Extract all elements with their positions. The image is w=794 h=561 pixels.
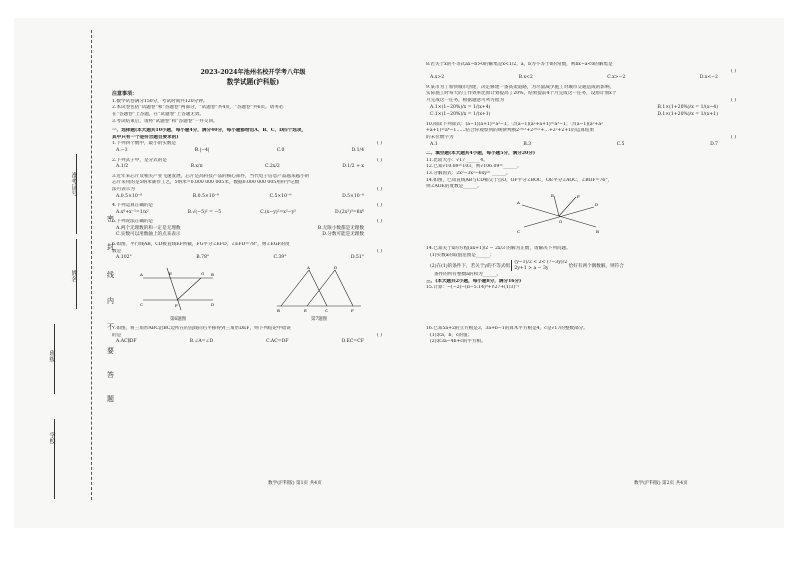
name-label: 姓名 [70, 270, 77, 282]
option: A.两个无理数的和一定是无理数 [116, 225, 181, 231]
option: B.0.5×10⁻⁹ [192, 193, 219, 199]
svg-text:F: F [577, 193, 580, 199]
page-2-footer: 数学(沪科版) 第2页 共4页 [634, 481, 688, 486]
section-heading: 二、填空题(本大题共4小题，每小题5分，满分20分) [426, 151, 536, 157]
page-1 [112, 70, 394, 349]
option: B.∠A=∠D [189, 339, 214, 345]
question-15-part2: (2)在(1)的条件下，若关于y的不等式组 (y−1)/2 < 2< (7−3y)/2 2y+1 > a − 3y 恰好有两个偶数解，则符合 [430, 260, 624, 271]
option: D.1/2 + x [342, 164, 364, 170]
question-17-part1: (1)求a，b，c的值； [430, 332, 473, 338]
q4-options [112, 210, 394, 217]
question-9-cont: 月完成这一任务，根据题意可列方程为 ( ) [426, 97, 736, 103]
question-17-part2: (2)求3a−4b+c的平方根。 [430, 339, 486, 345]
svg-text:B: B [596, 228, 599, 234]
question-6-cont: 数是 ( ) [112, 248, 382, 254]
q6-options [112, 255, 394, 262]
question-17: 16.已知5a+2的立方根是3，3a+b−1的算术平方根是4，c是√17的整数部分。 [426, 326, 588, 332]
option: D.EC=CF [341, 339, 364, 345]
svg-text:O: O [559, 218, 563, 224]
q9-options-row2 [426, 112, 748, 119]
option: A.x⁰+x⁻¹=1/x² [116, 209, 149, 215]
question-8: 8.若关于x的不等式ax−b>0的解集是x<1/2，a，b为不等于0的常数，则bx−a<0的解集是 [426, 62, 613, 67]
question-3-cont: 芯片采用的是5纳米制作工艺，5纳米=0.000 000 005米，数据0.000 000 005用科学记数 [112, 180, 300, 186]
svg-text:C: C [517, 228, 521, 234]
option: B.|−4| [194, 147, 210, 153]
intersecting-lines-figure [516, 193, 602, 241]
option: B.3 [523, 141, 532, 147]
option: C.2x/2 [265, 164, 280, 170]
option: C.AC=DF [266, 339, 289, 345]
translated-triangles-figure [271, 264, 367, 314]
question-9: 9.某市为了加快城市创建，决定修建一条高架道路，为尽量减少施工对城市交通造成的影响， [426, 84, 615, 90]
question-10: 10.阅读下列算式：(a−1)(a+1)=a²−1；②(a−1)(a²+a+1)=a³−1；③(a−1)(a³+a² [426, 121, 603, 127]
question-10-cont: +a+1)=a⁴−1……结合你观察到的规律判断2²⁰²³+2²⁰²²+…+2²+2+1的运算结果 [426, 128, 595, 134]
notice-line: 在“答题卷”上答题，在“试题卷”上答题无效。 [112, 111, 205, 117]
option: A.−3 [116, 147, 128, 153]
section-heading: 一、选择题(本大题共10小题，每小题4分，满分40分，每小题都给出A、B、C、D四个选项， [112, 128, 307, 134]
svg-text:A: A [517, 199, 520, 205]
seal-char: 封 [107, 243, 114, 251]
option: A.x>2 [430, 75, 445, 81]
question-15-part1: (1)实数a的取值范围是______； [430, 252, 495, 258]
option: C.1×(1−20%)/x = 1/(x+1) [430, 112, 491, 118]
q8-options [426, 75, 748, 82]
option: A.1×(1−20%)/x = 1/(x+4) [430, 104, 491, 110]
option: A.0.5×10⁻⁸ [116, 193, 143, 199]
option: B.x/π [190, 164, 203, 170]
figure-row [112, 264, 394, 324]
question-11: 11.比较大小：√17 ______4。 [426, 157, 488, 163]
section-heading-cont: 其中只有一个是符合题目要求的) [112, 134, 179, 140]
option: B.1×(1+20%)/x = 1/(x−4) [657, 104, 718, 110]
school-label: 学校 [48, 432, 55, 444]
inequality-2: 2y+1 > a − 3y [514, 265, 549, 271]
svg-text:A: A [307, 264, 310, 270]
seal-char: 内 [107, 297, 114, 305]
option: C.5×10⁻⁹ [269, 193, 292, 199]
option: C.39° [273, 255, 287, 261]
option: D.7 [710, 141, 718, 147]
option: D.(2x²)³=6x⁶ [335, 209, 364, 215]
notice-line: 1.数学试卷满分150分，考试时间共120分钟。 [112, 98, 208, 104]
q10-options [426, 142, 748, 149]
notice-line: 3.考试结束后，请将“试题卷”和“答题卷”一并交回。 [112, 118, 218, 124]
notice-line: 2.本试卷包括“试题卷”和“答题卷”两部分，“试题卷”共4页，“答题卷”共6页。请务必 [112, 105, 284, 111]
figure-6-caption: 第6题图 [170, 317, 186, 323]
option: D.分数可能是无理数 [322, 232, 364, 238]
svg-text:F: F [351, 307, 354, 313]
svg-text:D: D [211, 301, 215, 307]
option: D.5×10⁻⁸ [342, 193, 364, 199]
q7-options [112, 339, 394, 346]
question-7: 7.如图，将三角形ABC沿BC边所在的直线向右平移得到三角形DEF，则下列结论中错误 [112, 326, 291, 332]
question-14-cont: 则∠AOE的度数是______。 [426, 184, 482, 190]
q2-options [112, 164, 394, 171]
question-9-cont: 实际施工时每天的工作效率比原计划提高了20%，结果提前4个月完成这一任务，设原计划x个 [426, 91, 617, 97]
svg-text:A: A [140, 271, 143, 277]
seal-char: 题 [107, 395, 114, 403]
option: D.1×(1+20%)/x = 1/(x+1) [657, 112, 718, 118]
option: B.√(−5)² = −5 [187, 209, 222, 215]
exam-no-label: 准考证号 [70, 172, 77, 196]
parallel-lines-figure [139, 264, 217, 314]
seal-char: 要 [107, 347, 114, 355]
svg-text:E: E [169, 270, 172, 276]
option: C.实数可以用数轴上的点来表示 [116, 232, 181, 238]
svg-text:C: C [325, 307, 329, 313]
q9-options-row1 [426, 105, 748, 112]
option: C.0 [276, 147, 285, 153]
question-4: 4.下列运算正确的是 ( ) [112, 203, 382, 209]
option: C.(x−y)²=x²−y² [260, 209, 297, 215]
svg-text:E: E [551, 192, 554, 198]
inequality-system [511, 260, 567, 271]
class-label: 班级 [48, 350, 55, 362]
option: D.x<−2 [699, 75, 718, 81]
q1-options [112, 148, 394, 155]
seal-char: 线 [107, 271, 114, 279]
question-6: 6.如图，平行线AB，CD被直线EF所截，FG平分∠EFD，∠EFD=78°，则∠EGF的度 [112, 242, 290, 248]
seal-char: 答 [107, 371, 114, 379]
q3-options [112, 194, 394, 201]
svg-text:B: B [211, 271, 214, 277]
svg-text:E: E [304, 307, 307, 313]
svg-text:D: D [595, 201, 599, 207]
option: A.AC∥DF [116, 339, 137, 345]
question-15: 14.已知关于x的方程(ax+1)/2 − 2x/3 的解为正数，请解决下列问题。 [426, 246, 571, 252]
section-heading: 三、(本大题共2小题，每小题8分，满分16分) [426, 278, 522, 284]
question-8-paren: ( ) [730, 68, 736, 74]
page-2 [426, 62, 748, 346]
svg-text:F: F [175, 302, 178, 308]
option: A.1 [430, 141, 438, 147]
question-13: 13.分解因式：2x³−3x²−6xy= ______。 [426, 170, 511, 176]
question-14: 14.如图，已知直线AB与CD相交于点O，OF平分∠BOC，OE平分∠AOC，∠BOF=76°， [426, 177, 613, 183]
question-5: 5.下列说法正确的是 ( ) [112, 219, 382, 225]
svg-text:B: B [277, 307, 280, 313]
exam-subtitle: 数学试题(沪科版) [226, 77, 280, 86]
question-2: 2.下列式子中，是分式的是 ( ) [112, 157, 382, 163]
question-7-cont: 的是 ( ) [112, 332, 382, 338]
question-3-cont: 法可表示为 ( ) [112, 186, 382, 192]
option: B.78° [196, 255, 210, 261]
option: D.51° [350, 255, 364, 261]
binding-strip [28, 24, 114, 514]
fill-line-school [54, 419, 55, 499]
option: A.102° [116, 255, 132, 261]
exam-title: 2023-2024年池州名校开学考八年级 [200, 69, 306, 76]
question-1: 1.下列四个数中，最小的实数是 ( ) [112, 141, 382, 147]
inequality-1: (y−1)/2 < 2< (7−3y)/2 [514, 260, 568, 266]
option: D.1/4 [351, 147, 364, 153]
question-10-cont: 的末位数字为 ( ) [426, 134, 736, 140]
notice-heading: 注意事项： [112, 91, 138, 98]
question-12: 12.已知√10.89=103，则√106.09=______。 [426, 164, 522, 170]
option: B.x<2 [518, 75, 533, 81]
option: B.无限小数都是无理数 [317, 225, 364, 231]
question-15-part2-cont: 条件的所有整数a的和为______。 [434, 272, 502, 278]
figure-7-caption: 第7题图 [311, 317, 327, 323]
figure-6 [139, 264, 217, 324]
page-1-footer: 数学(沪科版) 第1页 共4页 [268, 481, 322, 486]
seal-char: 不 [107, 323, 114, 331]
q5-options-row2 [112, 232, 394, 239]
figure-14 [426, 193, 748, 245]
option: C.5 [616, 141, 625, 147]
svg-text:D: D [334, 264, 338, 270]
seal-char: 密 [107, 215, 114, 223]
option: A.1/2 [116, 164, 129, 170]
svg-text:G: G [201, 270, 205, 276]
svg-text:C: C [140, 301, 144, 307]
figure-7 [271, 264, 367, 324]
question-3: 3.近年来芯片及相关产业飞速发展，芯片是高科技产品的核心部件，当代电子信息产品越来越小的 [112, 173, 310, 179]
question-16: 15.计算：−(−2)−(π−5.14)⁰+∛27+(1/3)⁻² [426, 285, 520, 291]
option: C.x>−2 [607, 75, 626, 81]
fold-line [91, 30, 92, 500]
